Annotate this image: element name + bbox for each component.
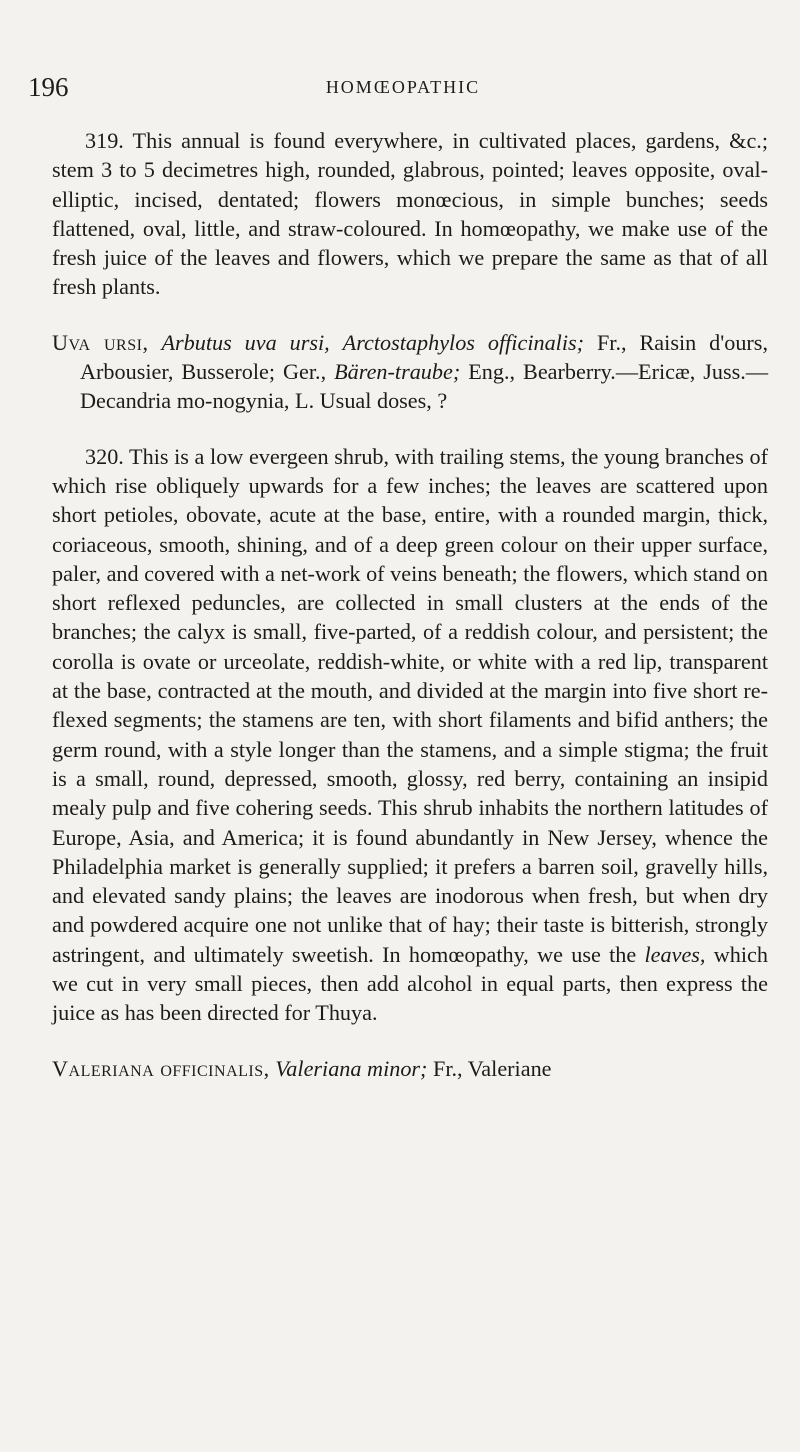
latin-synonym: Arctostaphylos officinalis; (342, 329, 585, 355)
page-body (52, 126, 768, 1083)
common-names-fr: Fr., Raisin d'ours, Arbousier, Busserole; Ger., (80, 329, 768, 385)
emphasis-leaves: leaves, (644, 941, 706, 967)
common-names-fr: Fr., Valeriane (433, 1055, 552, 1081)
entry-heading: Valeriana officinalis, (52, 1055, 270, 1081)
page-number: 196 (28, 72, 69, 102)
entry-valeriana (52, 1054, 768, 1083)
running-head: HOMŒOPATHIC (325, 77, 481, 97)
paragraph-319: 319. This annual is found everywhere, in cultivated places, gardens, &c.; stem 3 to 5 decimetres high, rounded, glabrous, pointed; leaves opposite, oval-elliptic, incised, dentated; flowers monœcious, in simple bunches; seeds flattened, oval, little, and straw-coloured. In homœopathy, we make use of the fresh juice of the leaves and flowers, which we prepare the same as that of all fresh plants. (52, 128, 768, 300)
entry-uva-ursi (52, 328, 768, 416)
paragraph-320-text-end: which we cut in very small pieces, then add alcohol in equal parts, then express the juice as has been directed for Thuya. (52, 941, 768, 1026)
latin-synonym: Arbutus uva ursi, (161, 329, 330, 355)
page-header (26, 72, 760, 102)
latin-synonym: Valeriana minor; (275, 1055, 428, 1081)
common-names-rest: Eng., Bearberry.—Ericæ, Juss.—Decandria mo-nogynia, L. Usual doses, ? (80, 359, 769, 414)
paragraph-320-text: 320. This is a low evergeen shrub, with trailing stems, the young branches of which rise obliquely upwards for a few inches; the leaves are scattered upon short petioles, obovate, acute at the base, entire, with a rounded margin, thick, coriaceous, smooth, shining, and of a deep green colour on their upper surface, paler, and covered with a net-work of veins beneath; the flowers, which stand on short reflexed peduncles, are collected in small clusters at the ends of the branches; the calyx is small, five-parted, of a reddish colour, and persistent; the corolla is ovate or urceolate, reddish-white, or white with a red lip, transparent at the base, contracted at the mouth, and divided at the margin into five short re-flexed segments; the stamens are ten, with short filaments and bifid anthers; the germ round, with a style longer than the stamens, and a simple stigma; the fruit is a small, round, depressed, smooth, glossy, red berry, containing an insipid mealy pulp and five cohering seeds. This shrub inhabits the northern latitudes of Europe, Asia, and America; it is found abundantly in New Jersey, whence the Philadelphia market is generally supplied; it prefers a barren soil, gravelly hills, and elevated sandy plains; the leaves are inodorous when fresh, but when dry and powdered acquire one not unlike that of hay; their taste is bitterish, strongly astringent, and ultimately sweetish. In homœopathy, we use the (52, 443, 768, 967)
german-name: Bären-traube; (334, 359, 461, 385)
entry-heading: Uva ursi, (52, 329, 149, 355)
paragraph-320 (52, 442, 768, 1028)
